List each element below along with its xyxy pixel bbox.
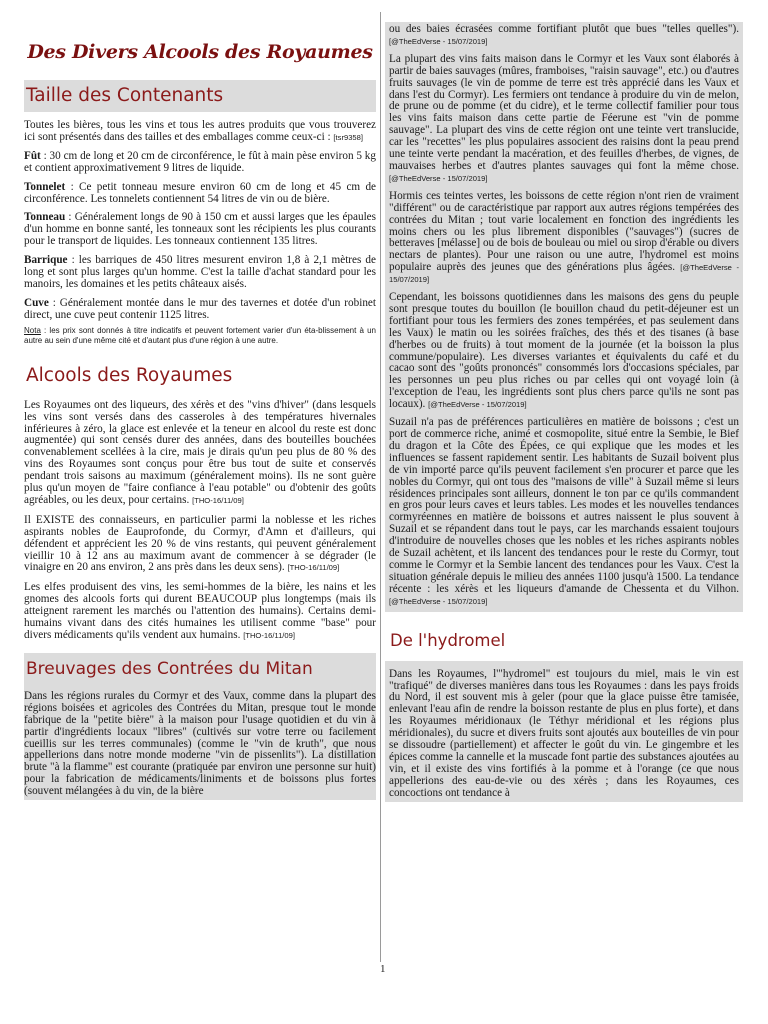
heading-realms: Alcools des Royaumes [26,364,233,386]
mitan-paragraph-end: ou des baies écrasées comme fortifiant plutôt que bues "telles quelles"). [@TheEdVerse - 15/07/2019] [389,23,739,46]
right-column [385,0,743,802]
realms-paragraph: Les Royaumes ont des liqueurs, des xérès et des "vins d'hiver" (dans lesquels les vins sont versés dans des casseroles à des températures hivernales inférieures à zéro, la glace est enlevée et la teneur en alcool du reste est donc augmentée) qui sont censés durer des années, dans des bouteilles bouchées convenablement scellées à la cire, mais je dirais qu'un peu plus de 80 % des vins des Royaumes sont conçus pour être bus tout de suite et conservés pendant trois saisons au maximum (généralement moins). Ils ne sont guère plus qu'un moyen de "faire confiance à l'eau potable" ou d'obtenir des goûts agréables, ou les deux, pour certains. [THO-16/11/09] [24,398,376,506]
mitan-paragraph: Cependant, les boissons quotidiennes dans les maisons des gens du peuple sont presque toutes du bouillon (le bouillon chaud du petit-déjeuner est un fortifiant pour tous les fermiers des zones tempérées, et pas seulement dans les Vaux) le matin ou les soirées fraîches, des thés et des tisanes (à base d'herbes ou de fruits) à tout moment de la journée (et la boisson la plus commune/populaire). Les diverses variantes et équivalents du café et du cacao sont des "goûts prononcés" consommés lors d'occasions spéciales, par les personnes un peu plus riches ou par celles qui ont voyagé loin (à l'exception de l'eau, les ingrédients sont plus chers parce qu'ils ne sont pas locaux). [@TheEdVerse - 15/07/2019] [389,291,739,411]
realms-paragraph: Il EXISTE des connaisseurs, en particulier parmi la noblesse et les riches aspirants nobles de Eauprofonde, du Cormyr, d'Amn et d'ailleurs, qui défendent et apprécient les 20 % de vins restants, qui peuvent généralement vieillir 10 à 12 ans au maximum avant de commencer à se dégrader (le vinaigre en 20 ans environ, 2 ans près dans les deux sens). [THO-16/11/09] [24,513,376,574]
mitan-paragraph: Hormis ces teintes vertes, les boissons de cette région n'ont rien de vraiment "différent" ou de caractéristique par rapport aux autres régions tempérées des contrées du Mitan ; tout varie localement en fonction des ingrédients les moins chers ou les plus librement disponibles ("sauvages") (sucres de betteraves [mélasse] ou de bois de bouleau ou miel ou sirop d'érable ou divers nectars de plantes). Pour une raison ou une autre, l'hydromel est moins populaire auprès des jeunes que des générations plus âgées. [@TheEdVerse - 15/07/2019] [389,189,739,285]
heading-mitan: Breuvages des Contrées du Mitan [24,653,376,685]
container-item-tonnelet: Tonnelet : Ce petit tonneau mesure environ 60 cm de long et 45 cm de circonférence. Les tonnelets contiennent 54 litres de vin ou de bière. [24,180,376,205]
mitan-box-left [24,685,376,800]
heading-containers: Taille des Contenants [24,80,376,112]
container-item-barrique: Barrique : les barriques de 450 litres mesurent environ 1,8 à 2,1 mètres de long et sont plus larges qu'un homme. C'est la taille d'achat standard pour les manoirs, les domaines et les petits châteaux aisés. [24,254,376,290]
price-note: Nota : les prix sont donnés à titre indicatifs et peuvent fortement varier d'un éta-blissement à un autre au sein d'une même cité et d'autant plus d'une région à une autre. [24,325,376,345]
page-number: 1 [380,963,386,975]
containers-intro: Toutes les bières, tous les vins et tous les autres produits que vous trouverez ici sont présentés dans des tailles et des emballages comme ceux-ci : [tsr9358] [24,119,376,143]
page-title: Des Divers Alcools des Royaumes [27,41,373,63]
mead-box [385,661,743,802]
heading-mead: De l'hydromel [390,630,506,650]
left-column [24,0,376,800]
mitan-paragraph: Suzail n'a pas de préférences particulières en matière de boissons ; c'est un port de commerce riche, animé et cosmopolite, situé entre la Sembie, le Bief du dragon et la Côte des Épées, ce qui explique que les modes et les influences se fassent rapidement sentir. Les habitants de Suzail boivent plus de vin importé parce qu'ils peuvent facilement s'en procurer et parce que les nobles du Cormyr, qui ont tous des "maisons de ville" à Suzail même si leurs résidences principales sont ailleurs, donnent le ton par ce qu'ils commandent en gros pour leurs caves et leurs tables. Les modes et les nouvelles tendances cormyréennes en matière de boissons et autres naissent le plus souvent à Suzail et se répandent dans tout le pays, car les marchands essaient toujours d'introduire de nouvelles choses que les nobles et les riches aspirants nobles de Suzail achètent, et ils lancent des tendances pour le reste du Cormyr, tout comme le Cormyr et la Sembie lancent des tendances pour les Vaux. C'est la situation générale depuis le milieu des années 1100 jusqu'à 1500. La tendance récente : les xérès et les liqueurs d'amande de Chessenta et du Vilhon. [@TheEdVerse - 15/07/2019] [389,416,739,606]
container-item-tonneau: Tonneau : Généralement longs de 90 à 150 cm et aussi larges que les épaules d'un homme en bonne santé, les tonneaux sont les récipients les plus courants pour le transport de liquides. Les tonneaux contiennent 135 litres. [24,211,376,248]
mitan-paragraph: La plupart des vins faits maison dans le Cormyr et les Vaux sont élaborés à partir de baies sauvages (mûres, framboises, "raisin sauvage", etc.) ou d'autres fruits sauvages (le vin de pomme de terre est très apprécié dans les Vaux et dans l'est du Cormyr). Les fermiers ont tendance à produire du vin de melon, de prune ou de pomme (et du cidre), et le terme collectif familier pour tous les vins faits maison dans cette partie de Féerune est "vin de pomme sauvage". La plupart des vins de cette région ont une teinte vert translucide, car les "recettes" les plus populaires associent des raisins dont la peau prend une teinte verte pendant la macération, et des feuilles d'herbes, de vignes, de mauvaises herbes et d'autres plantes sauvages qui font la même chose. [@TheEdVerse - 15/07/2019] [389,52,739,183]
mitan-paragraph-start: Dans les régions rurales du Cormyr et des Vaux, comme dans la plupart des régions boisées et agricoles des Contrées du Mitan, presque tout le monde fabrique de la "petite bière" à la maison pour l'usage quotidien et du vin à partir d'ingrédients locaux "libres" (cultivés sur votre terre ou facilement cueillis sur les terres communales) (comme le "vin de kruth", que nous appellerions dans notre monde moderne "vin de pissenlits"). La distillation brute "à la flamme" est courante (pratiquée par environ une personne sur huit) pour la fabrication de médicaments/liniments et de boissons plus fortes (souvent mélangées à du vin, de la bière [24,689,376,798]
container-item-cuve: Cuve : Généralement montée dans le mur des tavernes et dotée d'un robinet direct, une cuve peut contenir 1125 litres. [24,296,376,321]
column-divider [380,12,381,962]
mitan-box-right [385,22,743,612]
container-item-fut: Fût : 30 cm de long et 20 cm de circonférence, le fût à main pèse environ 5 kg et contient approximativement 9 litres de liquide. [24,149,376,174]
mead-paragraph: Dans les Royaumes, l'"hydromel" est toujours du miel, mais le vin est "trafiqué" de diverses manières dans tous les Royaumes : dans les pays froids du Nord, il est souvent mis à geler (pour que la glace puisse être tamisée, enlevant l'eau afin de rendre la boisson restante de plus en plus forte), et dans les Royaumes méridionaux (le Téthyr méridional et les régions plus méridionales), du sucre et divers fruits sont ajoutés aux bouteilles de vin pour se dissoudre (partiellement) et affecter le goût du vin. Le gingembre et les épices comme la cannelle et la muscade font partie des substances ajoutées au vin, et il existe des vins fortifiés à la pomme et à l'orange (ce que nous appellerions des eau-de-vie ou des xérès ; dans les Royaumes, ces concoctions ont tendance à [389,667,739,799]
realms-paragraph: Les elfes produisent des vins, les semi-hommes de la bière, les nains et les gnomes des alcools forts qui durent BEAUCOUP plus longtemps (mais ils atteignent rarement les marchés ou l'attention des humains). Certains demi-humains vivant dans des cités humaines les utilisent comme "base" pour divers médicaments qu'ils vendent aux humains. [THO-16/11/09] [24,581,376,641]
